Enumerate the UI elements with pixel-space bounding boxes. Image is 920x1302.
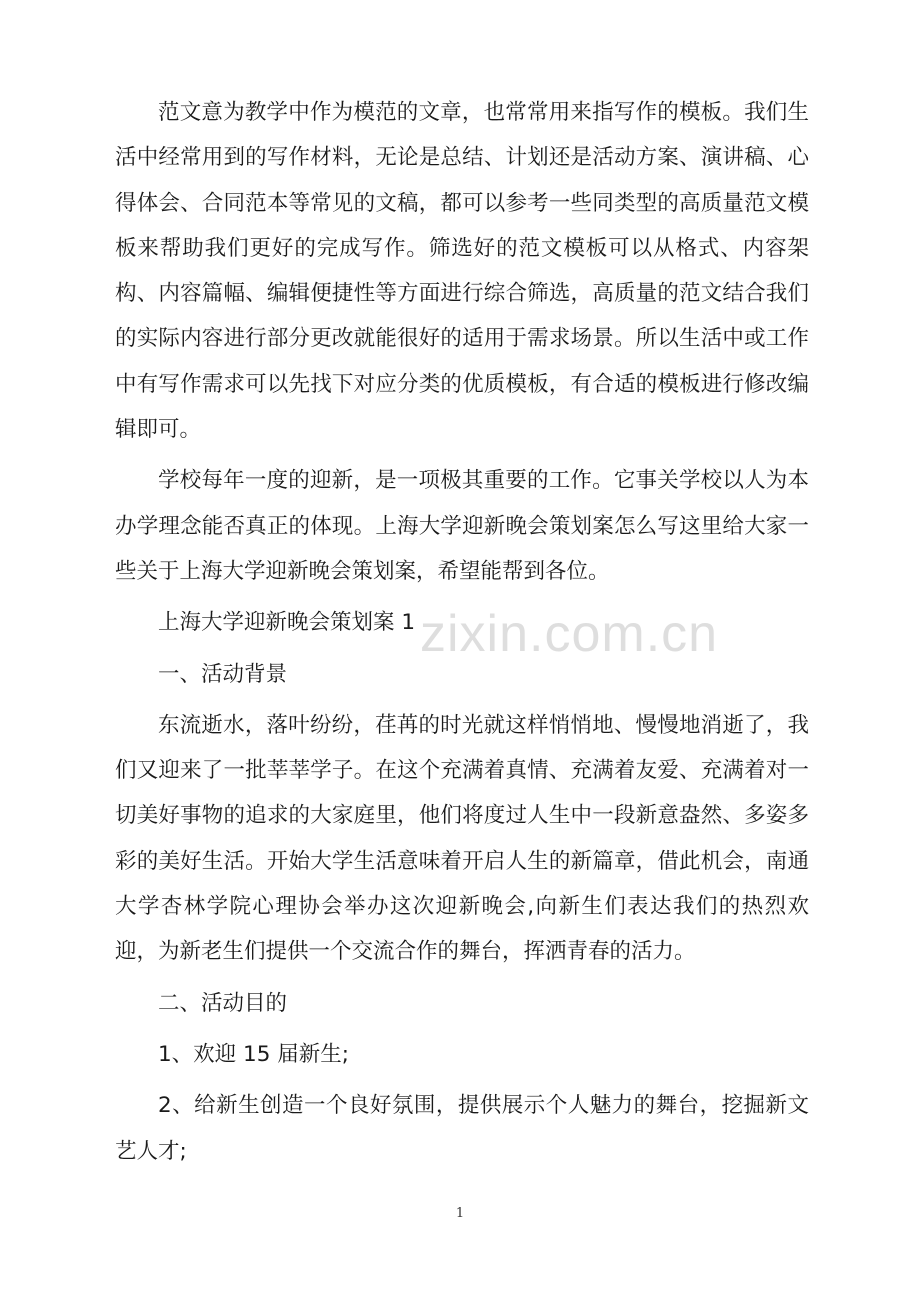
page-number: 1 <box>455 1206 465 1221</box>
watermark-text: zixin.com.cn <box>420 605 719 663</box>
section-goals-heading: 二、活动目的 <box>158 990 288 1016</box>
goal-item-2: 2、给新生创造一个良好氛围，提供展示个人魅力的舞台，挖掘新文艺人才; <box>115 1093 809 1164</box>
plan-title: 上海大学迎新晚会策划案 1 <box>158 610 416 636</box>
school-intro-paragraph: 学校每年一度的迎新，是一项极其重要的工作。它事关学校以人为本办学理念能否真正的体现。上海大学迎新晚会策划案怎么写这里给大家一些关于上海大学迎新晚会策划案，希望能帮到各位。 <box>115 468 809 584</box>
intro-paragraph: 范文意为教学中作为模范的文章，也常常用来指写作的模板。我们生活中经常用到的写作材料，无论是总结、计划还是活动方案、演讲稿、心得体会、合同范本等常见的文稿，都可以参考一些同类型的高质量范文模板来帮助我们更好的完成写作。筛选好的范文模板可以从格式、内容架构、内容篇幅、编辑便捷性等方面进行综合筛选，高质量的范文结合我们的实际内容进行部分更改就能很好的适用于需求场景。所以生活中或工作中有写作需求可以先找下对应分类的优质模板，有合适的模板进行修改编辑即可。 <box>115 100 809 443</box>
goal-item-1: 1、欢迎 15 届新生; <box>158 1041 349 1067</box>
section-background-body: 东流逝水，落叶纷纷，荏苒的时光就这样悄悄地、慢慢地消逝了，我们又迎来了一批莘莘学子。在这个充满着真情、充满着友爱、充满着对一切美好事物的追求的大家庭里，他们将度过人生中一段新意盎然、多姿多彩的美好生活。开始大学生活意味着开启人生的新篇章，借此机会，南通大学杏林学院心理协会举办这次迎新晚会,向新生们表达我们的热烈欢迎，为新老生们提供一个交流合作的舞台，挥洒青春的活力。 <box>115 712 809 965</box>
section-background-heading: 一、活动背景 <box>158 661 288 687</box>
